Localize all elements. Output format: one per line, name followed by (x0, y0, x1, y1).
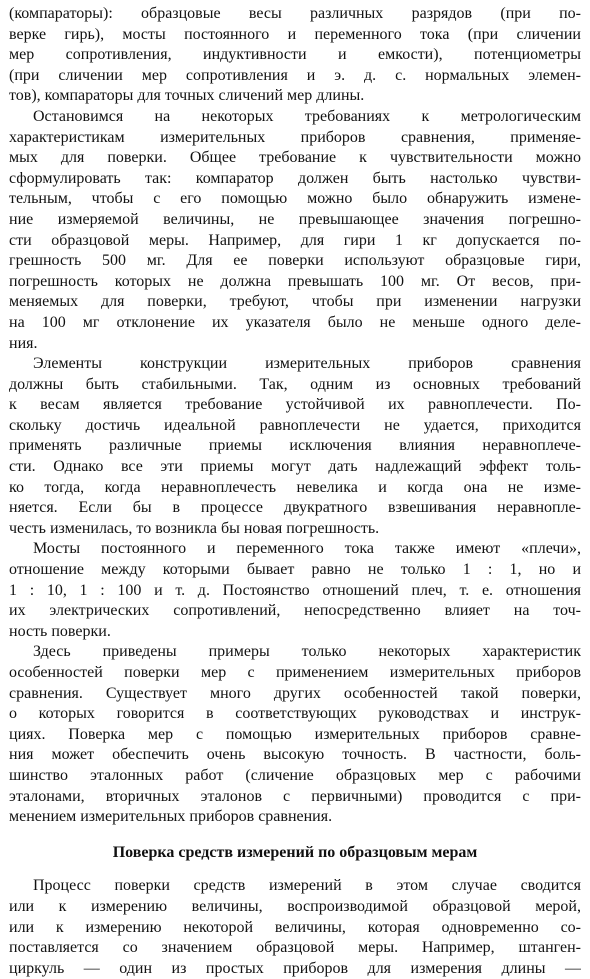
text-line: о которых говорится в соответствующих руководствах и инструк- (9, 705, 581, 723)
paragraph-6 (9, 876, 581, 979)
text-line: сти. Однако все эти приемы могут дать надлежащий эффект толь- (9, 458, 581, 476)
paragraph-1 (9, 4, 581, 107)
text-line: шинство эталонных работ (сличение образцовых мер с рабочими (9, 766, 581, 784)
section-heading: Поверка средств измерений по образцовым мерам (112, 843, 478, 861)
text-line: Здесь приведены примеры только некоторых характеристик (33, 643, 581, 661)
text-line: или к измерению некоторой величины, которая одновременно со- (9, 918, 581, 936)
paragraph-4 (9, 539, 581, 642)
text-line: Элементы конструкции измерительных приборов сравнения (33, 355, 581, 373)
text-line: отношение между которыми бывает равно не только 1 : 1, но и (9, 561, 581, 579)
text-line: на 100 мг отклонение их указателя было не меньше одного деле- (9, 313, 581, 331)
paragraph-5 (9, 642, 581, 827)
text-line: их электрических сопротивлений, непосредственно влияет на точ- (9, 602, 581, 620)
document-page (9, 4, 581, 979)
text-line: няется. Если бы в процессе двукратного взвешивания неравноплe- (9, 499, 581, 517)
text-line: к весам является требование устойчивой их равноплечести. По- (9, 396, 581, 414)
text-line: применять различные приемы исключения влияния неравноплече- (9, 437, 581, 455)
text-line: честь изменилась, то возникла бы новая погрешность. (9, 519, 380, 537)
text-line: скольку достичь идеальной равноплечести не удается, приходится (9, 416, 581, 434)
text-line: характеристикам измерительных приборов сравнения, применяе- (9, 128, 581, 146)
text-line: (при сличении мер сопротивления и э. д. с. нормальных элемен- (9, 66, 581, 84)
text-line: мер сопротивления, индуктивности и емкости), потенциометры (9, 46, 581, 64)
text-line: должны быть стабильными. Так, одним из основных требований (9, 375, 581, 393)
text-line: ность поверки. (9, 622, 111, 640)
text-line: мых для поверки. Общее требование к чувствительности можно (9, 149, 581, 167)
text-line: верке гирь), мосты постоянного и переменного тока (при сличении (9, 25, 581, 43)
text-line: циях. Поверка мер с помощью измерительных приборов сравне- (9, 725, 581, 743)
text-line: эталонами, вторичных эталонов с первичными) проводится с при- (9, 787, 581, 805)
text-line: Процесс поверки средств измерений в этом случае сводится (33, 877, 581, 895)
text-line: циркуль — один из простых приборов для измерения длины — (9, 959, 581, 977)
text-line: поставляется со значением образцовой меры. Например, штанген- (9, 939, 581, 957)
text-line: Остановимся на некоторых требованиях к метрологическим (33, 107, 581, 125)
text-line: ния. (9, 334, 38, 352)
text-line: ния может обеспечить очень высокую точность. В частности, боль- (9, 746, 581, 764)
text-line: менением измерительных приборов сравнения. (9, 808, 333, 826)
spacer (9, 863, 581, 876)
text-line: меняемых для поверки, требуют, чтобы при изменении нагрузки (9, 293, 581, 311)
text-line: ко тогда, когда неравноплечесть невелика и когда она не изме- (9, 478, 581, 496)
paragraph-3 (9, 354, 581, 539)
text-line: или к измерению величины, воспроизводимой образцовой мерой, (9, 897, 581, 915)
text-line: погрешность которых не должна превышать 100 мг. От весов, при- (9, 272, 581, 290)
text-line: тов), компараторы для точных сличений мер длины. (9, 87, 365, 105)
text-line: тельным, чтобы с его помощью можно было обнаружить измене- (9, 190, 581, 208)
text-line: сформулировать так: компаратор должен быть настолько чувстви- (9, 169, 581, 187)
text-line: 1 : 10, 1 : 100 и т. д. Постоянство отношений плеч, т. е. отношения (9, 581, 581, 599)
text-line: особенностей поверки мер с применением измерительных приборов (9, 664, 581, 681)
text-line: сти образцовой меры. Например, для гири 1 кг допускается по- (9, 231, 581, 249)
text-line: Мосты постоянного и переменного тока также имеют «плечи», (33, 540, 581, 558)
text-line: грешность 500 мг. Для ее поверки используют образцовые гири, (9, 252, 581, 270)
paragraph-2 (9, 107, 581, 354)
text-line: ние измеряемой величины, не превышающее значения погрешно- (9, 210, 581, 228)
text-line: (компараторы): образцовые весы различных разрядов (при по- (9, 5, 581, 22)
spacer (9, 828, 581, 843)
text-line: сравнения. Существует много других особенностей такой поверки, (9, 684, 581, 702)
